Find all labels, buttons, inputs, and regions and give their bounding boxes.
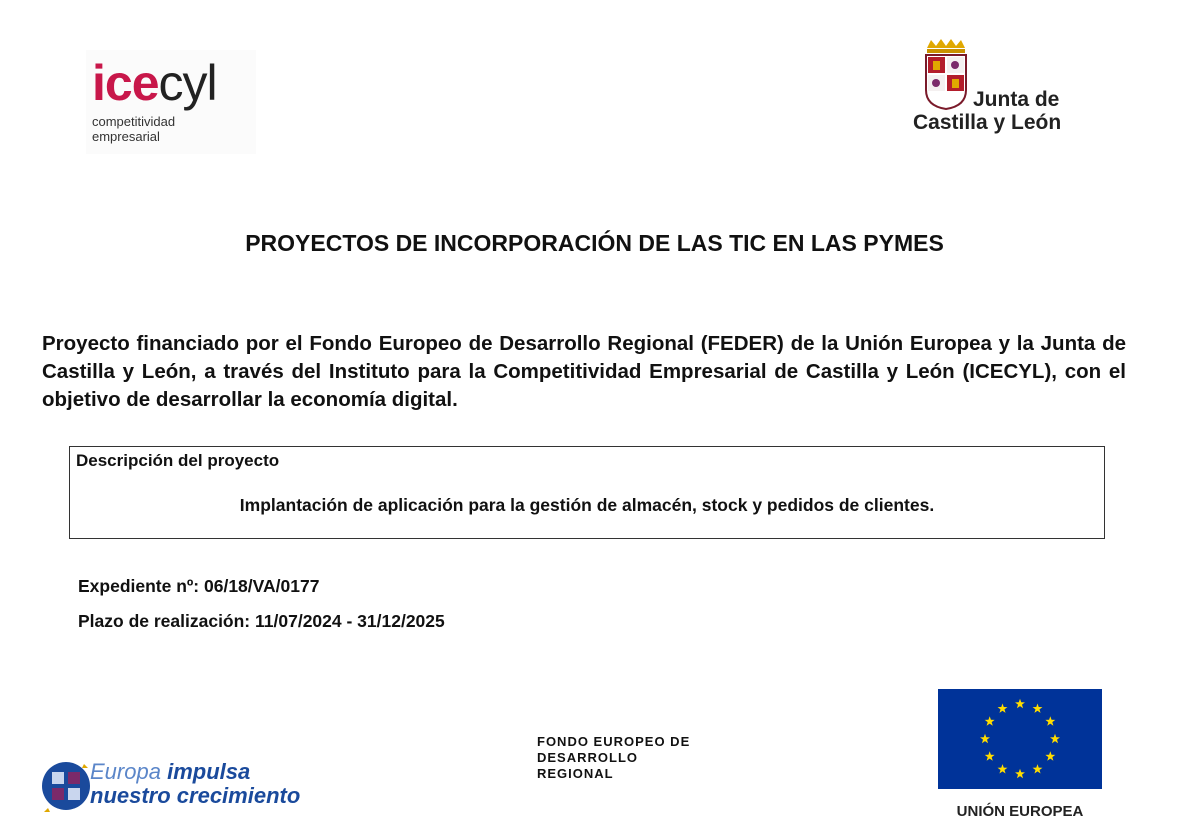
eu-star-icon	[1015, 699, 1025, 708]
icecyl-tagline-2: empresarial	[92, 129, 160, 144]
icecyl-tagline-1: competitividad	[92, 114, 176, 129]
eu-label: UNIÓN EUROPEA	[956, 803, 1084, 820]
europa-impulsa-logo	[40, 750, 320, 820]
eu-star-icon	[1033, 764, 1043, 773]
eu-star-icon	[985, 751, 995, 760]
europa-line-2: nuestro crecimiento	[90, 783, 301, 808]
feder-label	[537, 734, 690, 782]
file-number: Expediente nº: 06/18/VA/0177	[78, 576, 320, 596]
europa-impulsa-text	[90, 760, 300, 808]
eu-star-icon	[1015, 769, 1025, 778]
eu-star-icon	[998, 764, 1008, 773]
funding-statement: Proyecto financiado por el Fondo Europeo de Desarrollo Regional (FEDER) de la Unión Europea y la Junta de Castilla y León, a través del Instituto para la Competitividad Empresarial de Castilla y León (ICECYL), con el objetivo de desarrollar la economía digital.	[42, 332, 1126, 411]
europa-word-2: impulsa	[167, 759, 251, 784]
feder-line-3: REGIONAL	[537, 766, 614, 781]
eu-star-icon	[980, 734, 990, 743]
feder-line-2: DESARROLLO	[537, 750, 638, 765]
junta-text	[913, 88, 1061, 134]
europa-emblem-icon	[40, 750, 92, 818]
europa-word-1: Europa	[90, 759, 161, 784]
project-description-label: Descripción del proyecto	[76, 451, 280, 470]
execution-period: Plazo de realización: 11/07/2024 - 31/12/2025	[78, 611, 445, 631]
project-description-box	[69, 446, 1105, 539]
icecyl-wordmark: icecyl	[92, 55, 217, 111]
eu-star-icon	[1045, 716, 1055, 725]
page-title: PROYECTOS DE INCORPORACIÓN DE LAS TIC EN LAS PYMES	[245, 230, 944, 256]
project-description-text: Implantación de aplicación para la gestión de almacén, stock y pedidos de clientes.	[239, 495, 935, 515]
junta-logo	[905, 38, 1080, 148]
eu-star-icon	[1050, 734, 1060, 743]
eu-star-icon	[998, 703, 1008, 712]
eu-star-icon	[1033, 703, 1043, 712]
junta-line-1: Junta de	[973, 88, 1060, 111]
eu-stars-icon	[938, 689, 1102, 789]
junta-line-2: Castilla y León	[913, 111, 1062, 134]
icecyl-logo	[86, 50, 256, 154]
feder-line-1: FONDO EUROPEO DE	[537, 734, 691, 749]
icecyl-tagline	[92, 114, 175, 144]
eu-star-icon	[985, 716, 995, 725]
eu-star-icon	[1045, 751, 1055, 760]
eu-flag	[938, 689, 1102, 789]
